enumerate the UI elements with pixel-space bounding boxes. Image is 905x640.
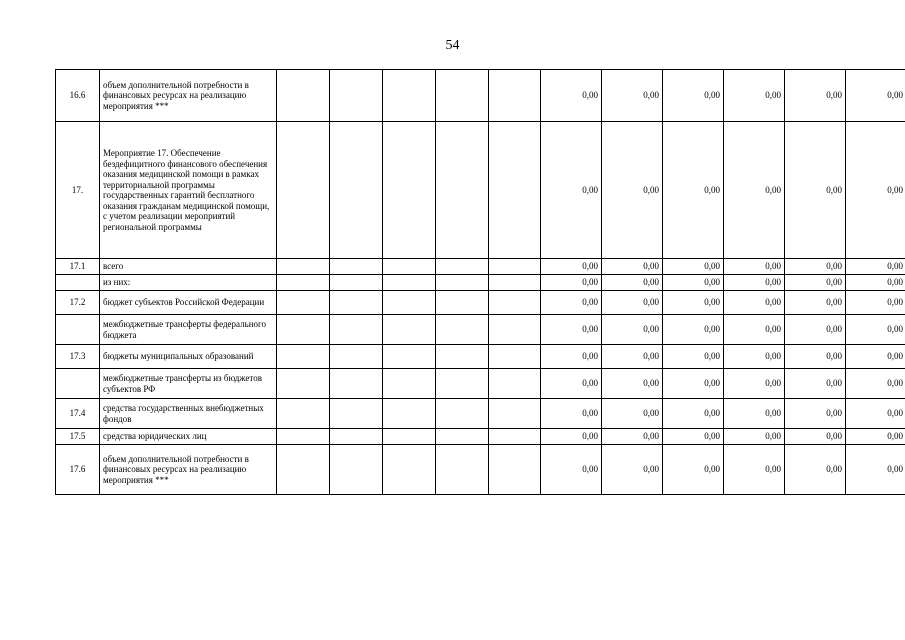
empty-cell xyxy=(330,445,383,495)
table-row xyxy=(56,259,905,275)
value-cell: 0,00 xyxy=(663,122,724,259)
value-cell: 0,00 xyxy=(724,399,785,429)
empty-cell xyxy=(277,345,330,369)
empty-cell xyxy=(330,291,383,315)
table-row xyxy=(56,369,905,399)
value-cell: 0,00 xyxy=(602,399,663,429)
row-description: бюджеты муниципальных образований xyxy=(100,345,277,369)
value-cell: 0,00 xyxy=(541,275,602,291)
row-description: средства юридических лиц xyxy=(100,429,277,445)
empty-cell xyxy=(489,399,541,429)
row-number xyxy=(56,369,100,399)
value-cell: 0,00 xyxy=(663,369,724,399)
row-description: межбюджетные трансферты федерального бюджета xyxy=(100,315,277,345)
empty-cell xyxy=(330,122,383,259)
empty-cell xyxy=(330,399,383,429)
row-number: 17. xyxy=(56,122,100,259)
value-cell: 0,00 xyxy=(663,315,724,345)
empty-cell xyxy=(277,445,330,495)
budget-table xyxy=(55,69,905,495)
value-cell: 0,00 xyxy=(846,70,905,122)
empty-cell xyxy=(277,429,330,445)
value-cell: 0,00 xyxy=(785,259,846,275)
table-row xyxy=(56,345,905,369)
row-description: объем дополнительной потребности в финансовых ресурсах на реализацию мероприятия *** xyxy=(100,445,277,495)
value-cell: 0,00 xyxy=(602,345,663,369)
table-row xyxy=(56,275,905,291)
empty-cell xyxy=(277,122,330,259)
row-number: 17.1 xyxy=(56,259,100,275)
value-cell: 0,00 xyxy=(541,369,602,399)
row-number: 17.4 xyxy=(56,399,100,429)
empty-cell xyxy=(436,315,489,345)
empty-cell xyxy=(489,315,541,345)
empty-cell xyxy=(383,315,436,345)
empty-cell xyxy=(436,275,489,291)
empty-cell xyxy=(330,345,383,369)
value-cell: 0,00 xyxy=(602,445,663,495)
value-cell: 0,00 xyxy=(846,369,905,399)
value-cell: 0,00 xyxy=(846,345,905,369)
value-cell: 0,00 xyxy=(785,429,846,445)
empty-cell xyxy=(330,315,383,345)
table-body xyxy=(56,70,905,495)
value-cell: 0,00 xyxy=(785,445,846,495)
value-cell: 0,00 xyxy=(541,445,602,495)
row-number: 16.6 xyxy=(56,70,100,122)
value-cell: 0,00 xyxy=(602,259,663,275)
empty-cell xyxy=(436,259,489,275)
empty-cell xyxy=(436,291,489,315)
value-cell: 0,00 xyxy=(663,275,724,291)
empty-cell xyxy=(489,275,541,291)
value-cell: 0,00 xyxy=(541,399,602,429)
empty-cell xyxy=(277,369,330,399)
value-cell: 0,00 xyxy=(785,369,846,399)
value-cell: 0,00 xyxy=(724,275,785,291)
value-cell: 0,00 xyxy=(785,315,846,345)
row-number: 17.3 xyxy=(56,345,100,369)
empty-cell xyxy=(383,429,436,445)
row-description: межбюджетные трансферты из бюджетов субъектов РФ xyxy=(100,369,277,399)
empty-cell xyxy=(383,445,436,495)
value-cell: 0,00 xyxy=(602,122,663,259)
value-cell: 0,00 xyxy=(785,399,846,429)
empty-cell xyxy=(436,70,489,122)
row-number: 17.5 xyxy=(56,429,100,445)
empty-cell xyxy=(489,369,541,399)
row-number: 17.2 xyxy=(56,291,100,315)
value-cell: 0,00 xyxy=(663,291,724,315)
value-cell: 0,00 xyxy=(785,275,846,291)
empty-cell xyxy=(383,369,436,399)
row-description: бюджет субъектов Российской Федерации xyxy=(100,291,277,315)
value-cell: 0,00 xyxy=(724,345,785,369)
row-description: средства государственных внебюджетных фондов xyxy=(100,399,277,429)
table-row xyxy=(56,315,905,345)
value-cell: 0,00 xyxy=(785,70,846,122)
empty-cell xyxy=(489,122,541,259)
value-cell: 0,00 xyxy=(541,259,602,275)
value-cell: 0,00 xyxy=(846,429,905,445)
empty-cell xyxy=(436,399,489,429)
empty-cell xyxy=(383,70,436,122)
row-number: 17.6 xyxy=(56,445,100,495)
row-number xyxy=(56,315,100,345)
value-cell: 0,00 xyxy=(541,429,602,445)
table-row xyxy=(56,399,905,429)
value-cell: 0,00 xyxy=(541,70,602,122)
value-cell: 0,00 xyxy=(663,445,724,495)
page-number: 54 xyxy=(445,38,460,53)
value-cell: 0,00 xyxy=(846,291,905,315)
value-cell: 0,00 xyxy=(785,345,846,369)
empty-cell xyxy=(330,275,383,291)
value-cell: 0,00 xyxy=(846,399,905,429)
value-cell: 0,00 xyxy=(541,291,602,315)
empty-cell xyxy=(277,275,330,291)
value-cell: 0,00 xyxy=(541,122,602,259)
empty-cell xyxy=(436,369,489,399)
empty-cell xyxy=(489,291,541,315)
empty-cell xyxy=(383,259,436,275)
value-cell: 0,00 xyxy=(785,291,846,315)
empty-cell xyxy=(277,315,330,345)
value-cell: 0,00 xyxy=(724,259,785,275)
value-cell: 0,00 xyxy=(724,445,785,495)
row-description: Мероприятие 17. Обеспечение бездефицитного финансового обеспечения оказания медицинской помощи в рамках территориальной программы государственных гарантий бесплатного оказания гражданам медицинской помощи, с учетом реализации мероприятий региональной программы xyxy=(100,122,277,259)
value-cell: 0,00 xyxy=(663,345,724,369)
table-row xyxy=(56,445,905,495)
value-cell: 0,00 xyxy=(541,345,602,369)
empty-cell xyxy=(489,429,541,445)
value-cell: 0,00 xyxy=(663,429,724,445)
empty-cell xyxy=(330,429,383,445)
value-cell: 0,00 xyxy=(846,315,905,345)
empty-cell xyxy=(330,70,383,122)
table-row xyxy=(56,291,905,315)
empty-cell xyxy=(436,345,489,369)
empty-cell xyxy=(489,259,541,275)
value-cell: 0,00 xyxy=(846,445,905,495)
value-cell: 0,00 xyxy=(663,399,724,429)
value-cell: 0,00 xyxy=(846,122,905,259)
value-cell: 0,00 xyxy=(785,122,846,259)
value-cell: 0,00 xyxy=(724,291,785,315)
empty-cell xyxy=(489,445,541,495)
row-description: объем дополнительной потребности в финансовых ресурсах на реализацию мероприятия *** xyxy=(100,70,277,122)
empty-cell xyxy=(436,429,489,445)
value-cell: 0,00 xyxy=(663,259,724,275)
value-cell: 0,00 xyxy=(724,122,785,259)
empty-cell xyxy=(383,122,436,259)
value-cell: 0,00 xyxy=(724,315,785,345)
value-cell: 0,00 xyxy=(602,315,663,345)
value-cell: 0,00 xyxy=(663,70,724,122)
row-number xyxy=(56,275,100,291)
value-cell: 0,00 xyxy=(602,291,663,315)
value-cell: 0,00 xyxy=(846,275,905,291)
empty-cell xyxy=(383,399,436,429)
table-row xyxy=(56,122,905,259)
value-cell: 0,00 xyxy=(602,429,663,445)
row-description: всего xyxy=(100,259,277,275)
empty-cell xyxy=(277,399,330,429)
value-cell: 0,00 xyxy=(846,259,905,275)
empty-cell xyxy=(383,345,436,369)
table-row xyxy=(56,70,905,122)
empty-cell xyxy=(383,291,436,315)
empty-cell xyxy=(277,259,330,275)
row-description: из них: xyxy=(100,275,277,291)
empty-cell xyxy=(489,345,541,369)
value-cell: 0,00 xyxy=(602,70,663,122)
empty-cell xyxy=(277,70,330,122)
value-cell: 0,00 xyxy=(724,429,785,445)
empty-cell xyxy=(277,291,330,315)
empty-cell xyxy=(489,70,541,122)
value-cell: 0,00 xyxy=(602,275,663,291)
value-cell: 0,00 xyxy=(724,369,785,399)
empty-cell xyxy=(330,369,383,399)
empty-cell xyxy=(436,445,489,495)
empty-cell xyxy=(330,259,383,275)
value-cell: 0,00 xyxy=(541,315,602,345)
empty-cell xyxy=(383,275,436,291)
value-cell: 0,00 xyxy=(724,70,785,122)
table-row xyxy=(56,429,905,445)
value-cell: 0,00 xyxy=(602,369,663,399)
empty-cell xyxy=(436,122,489,259)
